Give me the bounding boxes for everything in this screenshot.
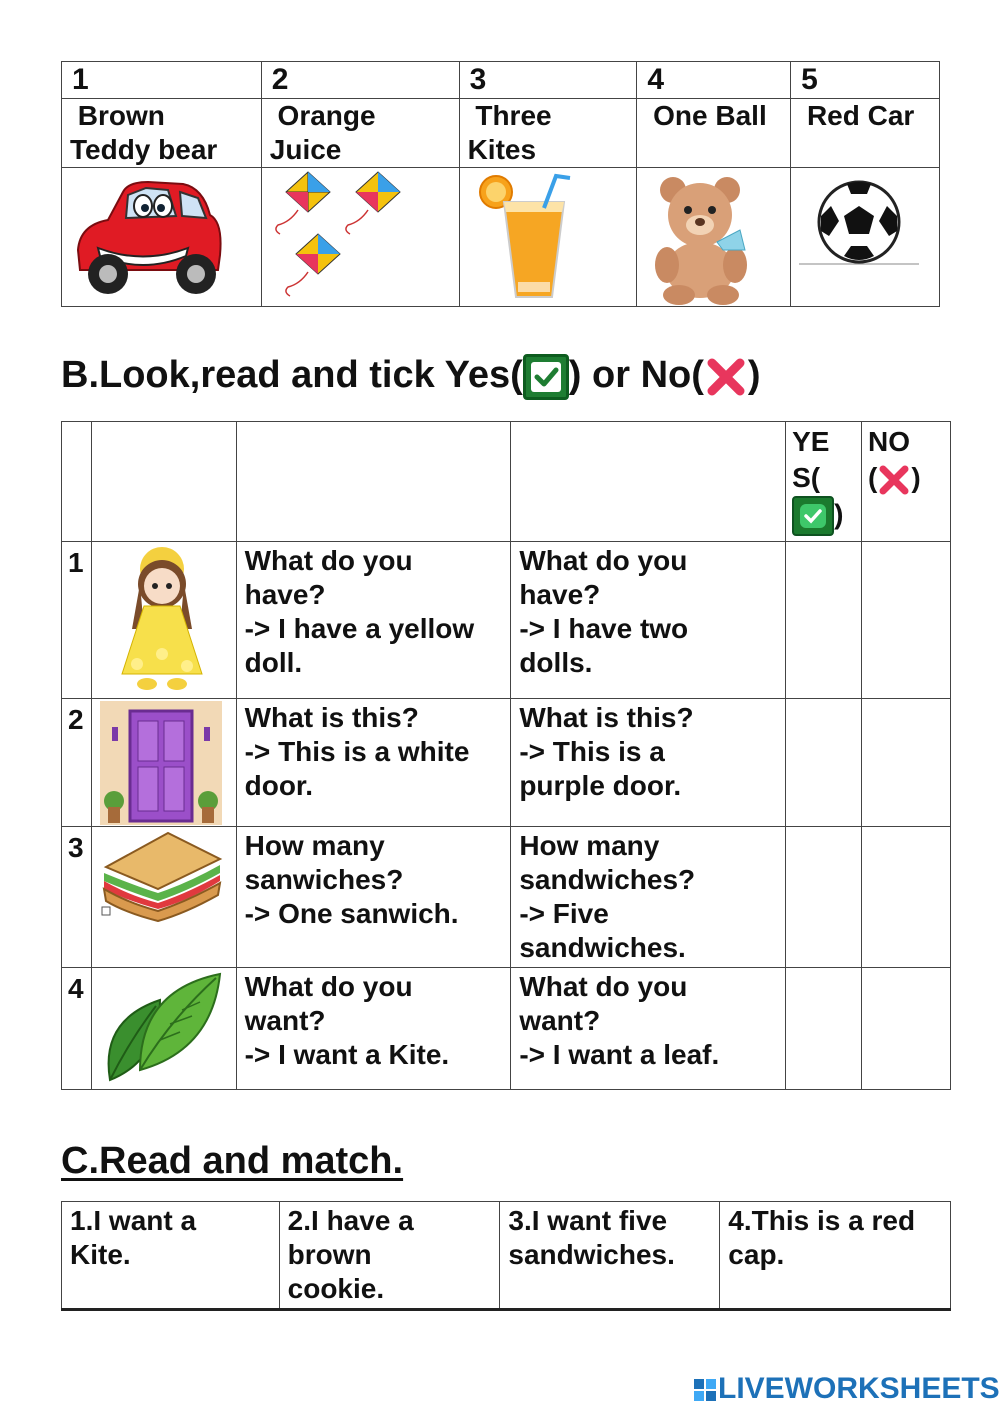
section-b-title: [61, 354, 761, 400]
no-header-text: (: [868, 462, 878, 493]
sentence-line: sanwiches?: [244, 864, 404, 895]
match-line: 3.I want five: [508, 1205, 668, 1236]
row-number: 3: [62, 827, 92, 968]
sentence-line: have?: [244, 579, 326, 610]
column-number: 4: [637, 62, 791, 99]
yes-header-text: ): [834, 498, 844, 530]
no-answer-cell[interactable]: [862, 827, 951, 968]
row-number: 1: [62, 542, 92, 699]
sentence-cell: [511, 968, 786, 1090]
sentence-cell: [236, 827, 511, 968]
picture-cell: [91, 542, 236, 699]
no-cross-icon: [704, 355, 748, 399]
word-line: Orange: [277, 100, 376, 131]
sentence-line: dolls.: [519, 647, 593, 678]
header-cell: [511, 422, 786, 542]
sentence-line: door.: [244, 770, 314, 801]
column-number: 5: [791, 62, 940, 99]
match-line: Kite.: [70, 1239, 131, 1270]
sentence-line: want?: [519, 1005, 601, 1036]
no-header-text: ): [911, 462, 921, 493]
word-cell: [637, 99, 791, 168]
yes-tick-icon: [523, 354, 569, 400]
word-line: Three: [475, 100, 552, 131]
picture-cell: [91, 827, 236, 968]
soccer-ball-image: [799, 176, 919, 276]
brand-watermark: LIVEWORKSHEETS: [718, 1372, 1000, 1405]
vocabulary-table: [61, 61, 940, 307]
word-line: Teddy bear: [70, 134, 218, 165]
match-line: brown: [287, 1239, 372, 1270]
header-cell: [236, 422, 511, 542]
word-cell: [459, 99, 637, 168]
sentence-cell: [236, 699, 511, 827]
sentence-line: What do you: [519, 545, 688, 576]
sentence-line: What do you: [244, 971, 413, 1002]
word-line: Kites: [467, 134, 537, 165]
sentence-line: -> Five: [519, 898, 609, 929]
sentence-line: -> I have a yellow: [244, 613, 475, 644]
column-number: 1: [62, 62, 262, 99]
match-line: 1.I want a: [70, 1205, 197, 1236]
word-cell: [791, 99, 940, 168]
yes-answer-cell[interactable]: [786, 542, 862, 699]
sentence-line: have?: [519, 579, 601, 610]
orange-juice-image: [474, 172, 584, 302]
sentence-line: doll.: [244, 647, 303, 678]
match-cell[interactable]: [62, 1202, 280, 1310]
word-cell: [62, 99, 262, 168]
match-line: 2.I have a: [287, 1205, 414, 1236]
sentence-line: What is this?: [244, 702, 419, 733]
green-leaves-image: [100, 970, 226, 1088]
sentence-cell: [236, 542, 511, 699]
sentence-line: What do you: [244, 545, 413, 576]
no-cross-icon: [877, 463, 911, 497]
section-c-title: C.Read and match.: [61, 1140, 404, 1182]
picture-cell: [91, 699, 236, 827]
header-cell: [91, 422, 236, 542]
sentence-line: -> I want a Kite.: [244, 1039, 450, 1070]
yes-answer-cell[interactable]: [786, 827, 862, 968]
sentence-line: want?: [244, 1005, 326, 1036]
match-line: cookie.: [287, 1273, 385, 1304]
word-line: One Ball: [653, 100, 767, 131]
match-cell[interactable]: [720, 1202, 951, 1310]
sentence-line: -> This is a: [519, 736, 665, 767]
sentence-cell: [236, 968, 511, 1090]
tick-table: [61, 421, 951, 1090]
column-number: 2: [261, 62, 459, 99]
yes-answer-cell[interactable]: [786, 968, 862, 1090]
picture-cell: [261, 168, 459, 307]
liveworksheets-logo-icon: [694, 1379, 716, 1401]
sentence-line: purple door.: [519, 770, 682, 801]
yes-answer-cell[interactable]: [786, 699, 862, 827]
match-table: [61, 1201, 951, 1311]
word-cell: [261, 99, 459, 168]
match-cell[interactable]: [500, 1202, 720, 1310]
sentence-line: sandwiches.: [519, 932, 686, 963]
sentence-line: -> One sanwich.: [244, 898, 459, 929]
sentence-line: How many: [244, 830, 385, 861]
yes-header: [786, 422, 862, 542]
no-answer-cell[interactable]: [862, 699, 951, 827]
picture-cell: [459, 168, 637, 307]
yes-header-text: YE: [792, 426, 830, 457]
picture-cell: [91, 968, 236, 1090]
sentence-cell: [511, 699, 786, 827]
no-answer-cell[interactable]: [862, 542, 951, 699]
sentence-line: What do you: [519, 971, 688, 1002]
word-line: Juice: [269, 134, 342, 165]
sentence-cell: [511, 827, 786, 968]
sentence-line: How many: [519, 830, 660, 861]
title-text: ): [747, 354, 761, 397]
row-number: 2: [62, 699, 92, 827]
sentence-line: What is this?: [519, 702, 694, 733]
sentence-line: -> This is a white: [244, 736, 470, 767]
red-car-image: [68, 170, 228, 306]
teddy-bear-image: [645, 170, 765, 306]
match-line: 4.This is a red: [728, 1205, 916, 1236]
no-header-text: NO: [868, 426, 911, 457]
picture-cell: [62, 168, 262, 307]
sentence-line: -> I have two: [519, 613, 689, 644]
no-header: [862, 422, 951, 542]
three-kites-image: [268, 170, 418, 300]
title-text: B.Look,read and tick Yes(: [61, 354, 523, 397]
yes-header-text: S(: [792, 462, 821, 493]
no-answer-cell[interactable]: [862, 968, 951, 1090]
picture-cell: [637, 168, 791, 307]
column-number: 3: [459, 62, 637, 99]
picture-cell: [791, 168, 940, 307]
word-line: Brown: [77, 100, 165, 131]
match-line: cap.: [728, 1239, 785, 1270]
sentence-line: sandwiches?: [519, 864, 696, 895]
header-cell: [62, 422, 92, 542]
sentence-line: -> I want a leaf.: [519, 1039, 720, 1070]
sandwich-image: [98, 829, 224, 925]
yes-tick-icon: [792, 496, 834, 536]
match-cell[interactable]: [279, 1202, 500, 1310]
word-line: Red Car: [806, 100, 915, 131]
sentence-cell: [511, 542, 786, 699]
yellow-doll-image: [102, 544, 222, 694]
purple-door-image: [100, 701, 222, 825]
title-text: ) or No(: [568, 354, 704, 397]
match-line: sandwiches.: [508, 1239, 675, 1270]
row-number: 4: [62, 968, 92, 1090]
